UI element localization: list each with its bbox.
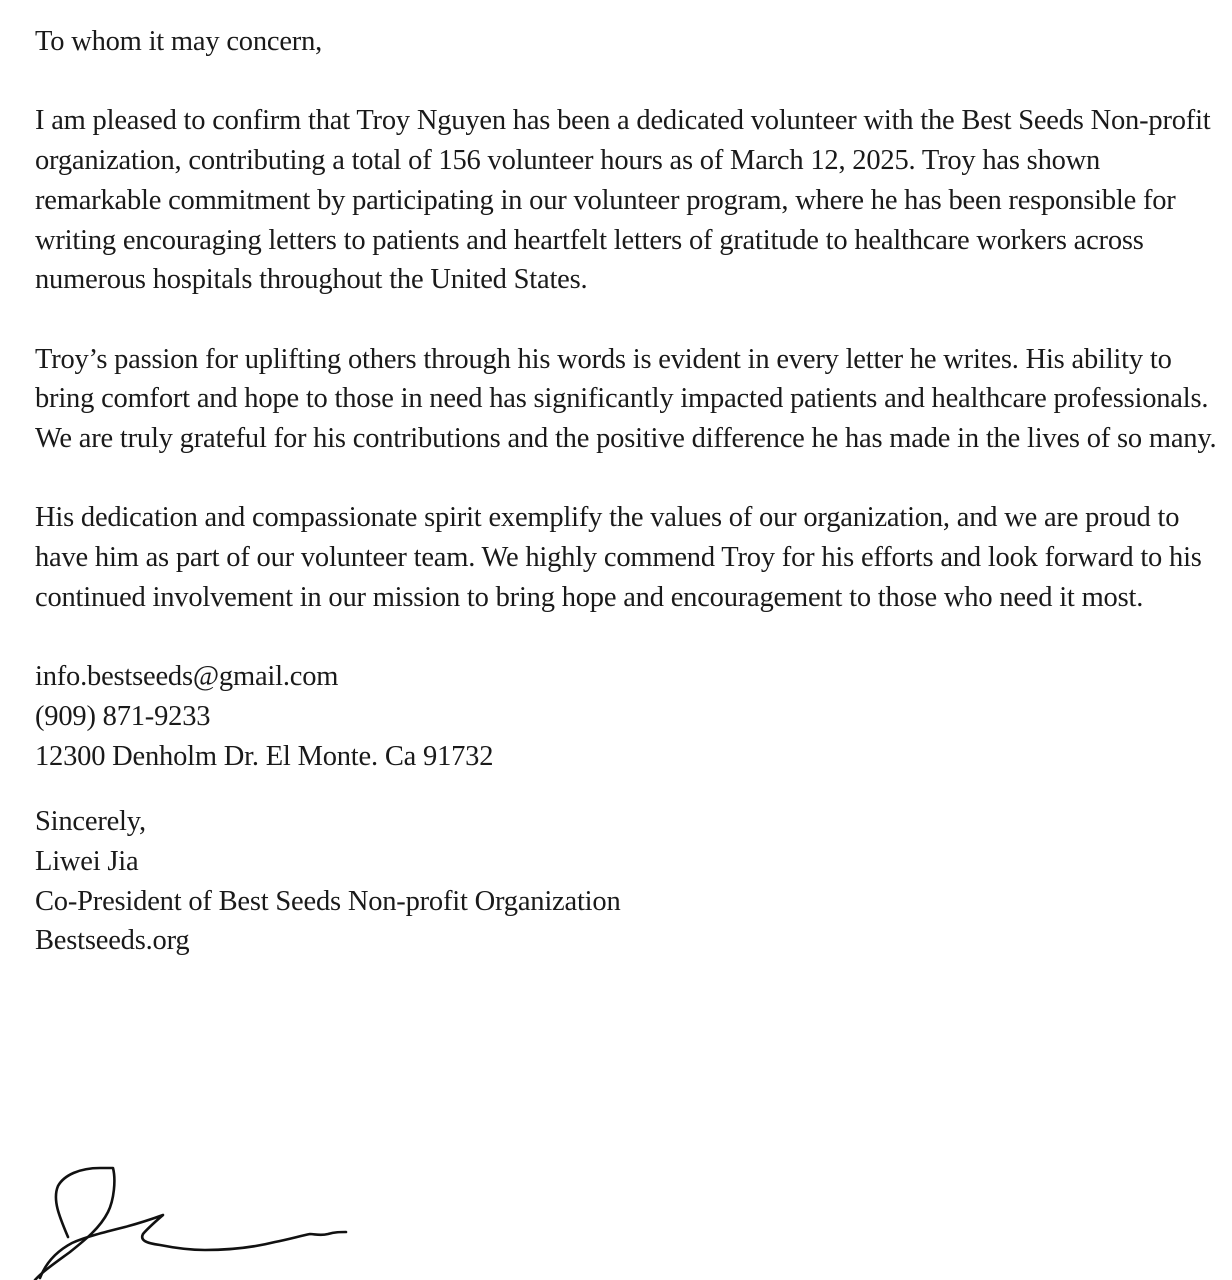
closing-salutation: Sincerely, [35,806,146,838]
paragraph-passion: Troy’s passion for uplifting others through his words is evident in every letter he writes. His ability to bring comfort and hope to those in need has significantly impacted patients and healthcare professionals. We are truly grateful for his contributions and the positive difference he has made in the lives of so many. [35,343,1217,454]
contact-phone: (909) 871-9233 [35,700,211,732]
letter-document [35,22,1225,961]
contact-email[interactable]: info.bestseeds@gmail.com [35,661,339,693]
paragraph-confirmation: I am pleased to confirm that Troy Nguyen has been a dedicated volunteer with the Best Seeds Non-profit organization, contributing a total of 156 volunteer hours as of March 12, 2025. Troy has shown remarkable commitment by participating in our volunteer program, where he has been responsible for writing encouraging letters to patients and heartfelt letters of gratitude to healthcare workers across numerous hospitals throughout the United States. [35,105,1211,296]
letter-greeting: To whom it may concern, [35,26,323,57]
organization-website[interactable]: Bestseeds.org [35,925,190,957]
signer-name: Liwei Jia [35,846,139,877]
handwritten-signature-icon [0,1100,400,1280]
closing-block [35,802,1225,961]
contact-block [35,657,1225,776]
signer-title: Co-President of Best Seeds Non-profit Organization [35,885,621,917]
contact-address: 12300 Denholm Dr. El Monte. Ca 91732 [35,740,494,772]
paragraph-commendation: His dedication and compassionate spirit exemplify the values of our organization, and we are proud to have him as part of our volunteer team. We highly commend Troy for his efforts and look forward to his continued involvement in our mission to bring hope and encouragement to those who need it most. [35,502,1202,613]
